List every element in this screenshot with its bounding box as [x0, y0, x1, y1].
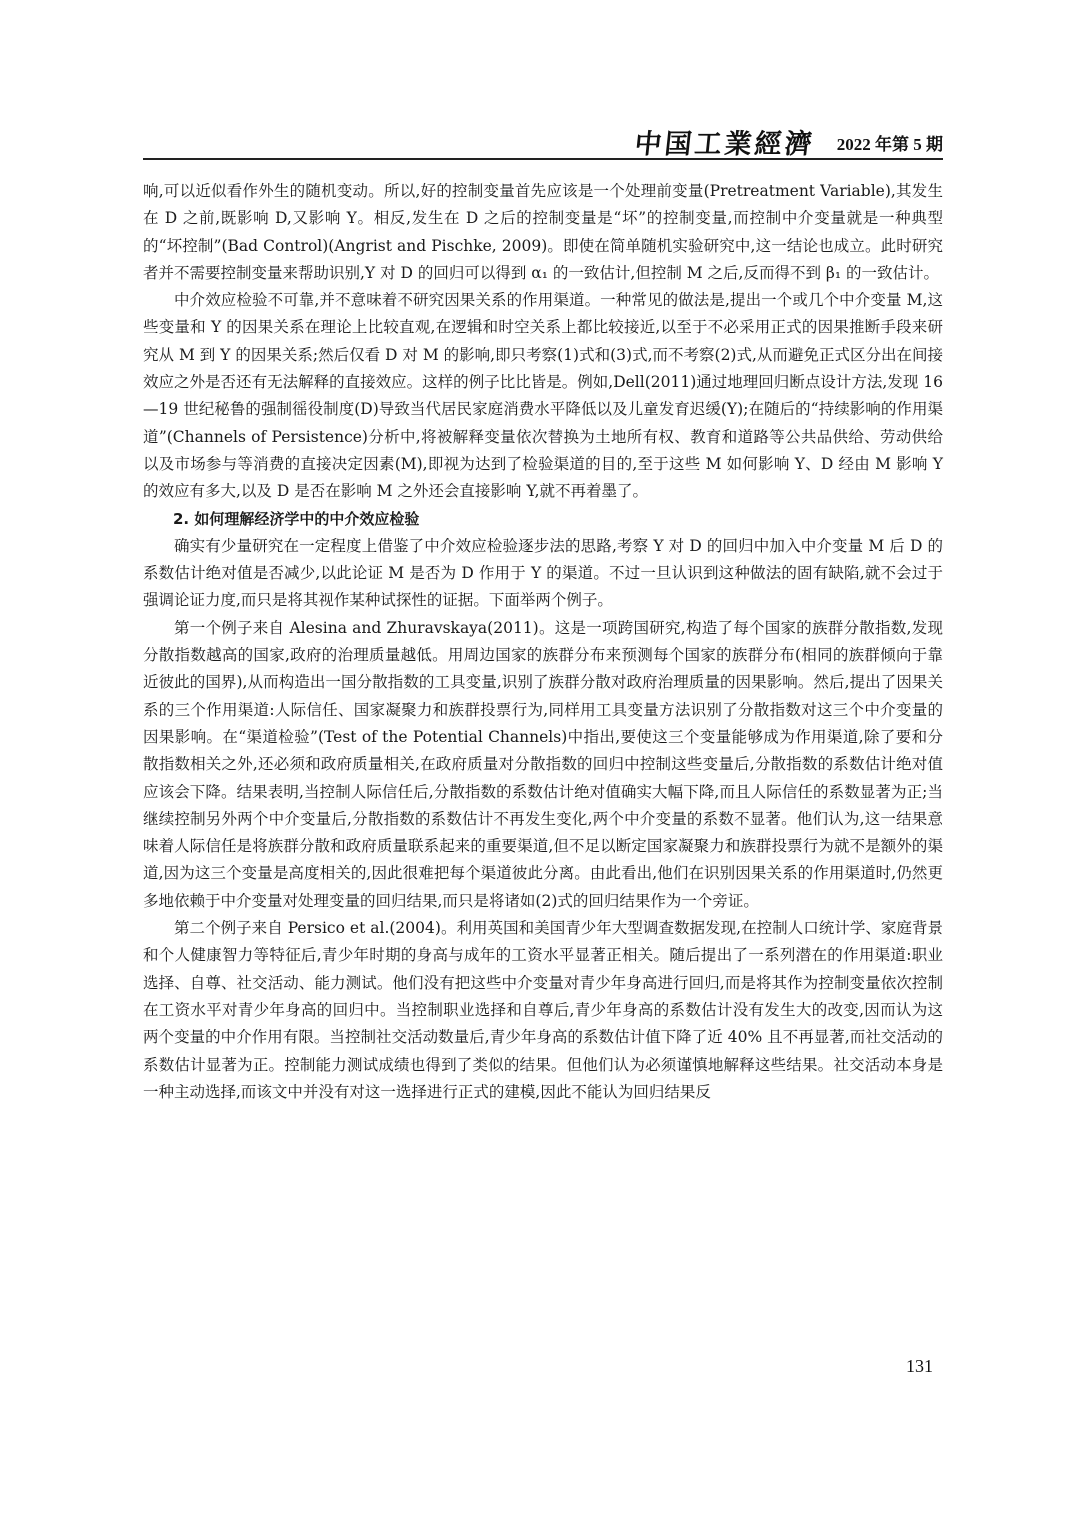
section-heading: 2. 如何理解经济学中的中介效应检验: [173, 509, 420, 528]
page-number: 131: [906, 1356, 933, 1376]
issue-label: 2022 年第 5 期: [836, 135, 943, 154]
paragraph: 确实有少量研究在一定程度上借鉴了中介效应检验逐步法的思路,考察 Y 对 D 的回归中加入中介变量 M 后 D 的系数估计绝对值是否减少,以此论证 M 是否为 D 作用于 Y 的渠道。不过一旦认识到这种做法的固有缺陷,就不会过于强调论证力度,而只是将其视作某种试探性的证据。下面举两个例子。: [143, 536, 943, 610]
paragraph: 第一个例子来自 Alesina and Zhuravskaya(2011)。这是一项跨国研究,构造了每个国家的族群分散指数,发现分散指数越高的国家,政府的治理质量越低。用周边国家的族群分布来预测每个国家的族群分布(相同的族群倾向于靠近彼此的国界),从而构造出一国分散指数的工具变量,识别了族群分散对政府治理质量的因果影响。然后,提出了因果关系的三个作用渠道:人际信任、国家凝聚力和族群投票行为,同样用工具变量方法识别了分散指数对这三个中介变量的因果影响。在“渠道检验”(Test of the Potential Channels)中指出,要使这三个变量能够成为作用渠道,除了要和分散指数相关之外,还必须和政府质量相关,在政府质量对分散指数的回归中控制这些变量后,分散指数的系数估计绝对值应该会下降。结果表明,当控制人际信任后,分散指数的系数估计绝对值确实大幅下降,而且人际信任的系数显著为正;当继续控制另外两个中介变量后,分散指数的系数估计不再发生变化,两个中介变量的系数不显著。他们认为,这一结果意味着人际信任是将族群分散和政府质量联系起来的重要渠道,但不足以断定国家凝聚力和族群投票行为就不是额外的渠道,因为这三个变量是高度相关的,因此很难把每个渠道彼此分离。由此看出,他们在识别因果关系的作用渠道时,仍然更多地依赖于中介变量对处理变量的回归结果,而只是将诸如(2)式的回归结果作为一个旁证。: [143, 618, 943, 910]
article-body: [143, 178, 943, 1106]
paragraph: 中介效应检验不可靠,并不意味着不研究因果关系的作用渠道。一种常见的做法是,提出一个或几个中介变量 M,这些变量和 Y 的因果关系在理论上比较直观,在逻辑和时空关系上都比较接近,以至于不必采用正式的因果推断手段来研究从 M 到 Y 的因果关系;然后仅看 D 对 M 的影响,即只考察(1)式和(3)式,而不考察(2)式,从而避免正式区分出在间接效应之外是否还有无法解释的直接效应。这样的例子比比皆是。例如,Dell(2011)通过地理回归断点设计方法,发现 16—19 世纪秘鲁的强制徭役制度(D)导致当代居民家庭消费水平降低以及儿童发育迟缓(Y);在随后的“持续影响的作用渠道”(Channels of Persistence)分析中,将被解释变量依次替换为土地所有权、教育和道路等公共品供给、劳动供给以及市场参与等消费的直接决定因素(M),即视为达到了检验渠道的目的,至于这些 M 如何影响 Y、D 经由 M 影响 Y 的效应有多大,以及 D 是否在影响 M 之外还会直接影响 Y,就不再着墨了。: [143, 291, 943, 501]
paragraph: 第二个例子来自 Persico et al.(2004)。利用英国和美国青少年大型调查数据发现,在控制人口统计学、家庭背景和个人健康智力等特征后,青少年时期的身高与成年的工资水平显著正相关。随后提出了一系列潜在的作用渠道:职业选择、自尊、社交活动、能力测试。他们没有把这些中介变量对青少年身高进行回归,而是将其作为控制变量依次控制在工资水平对青少年身高的回归中。当控制职业选择和自尊后,青少年身高的系数估计没有发生大的改变,因而认为这两个变量的中介作用有限。当控制社交活动数量后,青少年身高的系数估计值下降了近 40% 且不再显著,而社交活动的系数估计显著为正。控制能力测试成绩也得到了类似的结果。但他们认为必须谨慎地解释这些结果。社交活动本身是一种主动选择,而该文中并没有对这一选择进行正式的建模,因此不能认为回归结果反: [143, 919, 943, 1101]
running-header: [143, 118, 943, 160]
journal-name: 中国工業經濟: [633, 129, 817, 160]
paragraph-continuation: 响,可以近似看作外生的随机变动。所以,好的控制变量首先应该是一个处理前变量(Pretreatment Variable),其发生在 D 之前,既影响 D,又影响 Y。相反,发生在 D 之后的控制变量是“坏”的控制变量,而控制中介变量就是一种典型的“坏控制”(Bad Control)(Angrist and Pischke, 2009)。即使在简单随机实验研究中,这一结论也成立。此时研究者并不需要控制变量来帮助识别,Y 对 D 的回归可以得到 α₁ 的一致估计,但控制 M 之后,反而得不到 β₁ 的一致估计。: [143, 182, 943, 282]
